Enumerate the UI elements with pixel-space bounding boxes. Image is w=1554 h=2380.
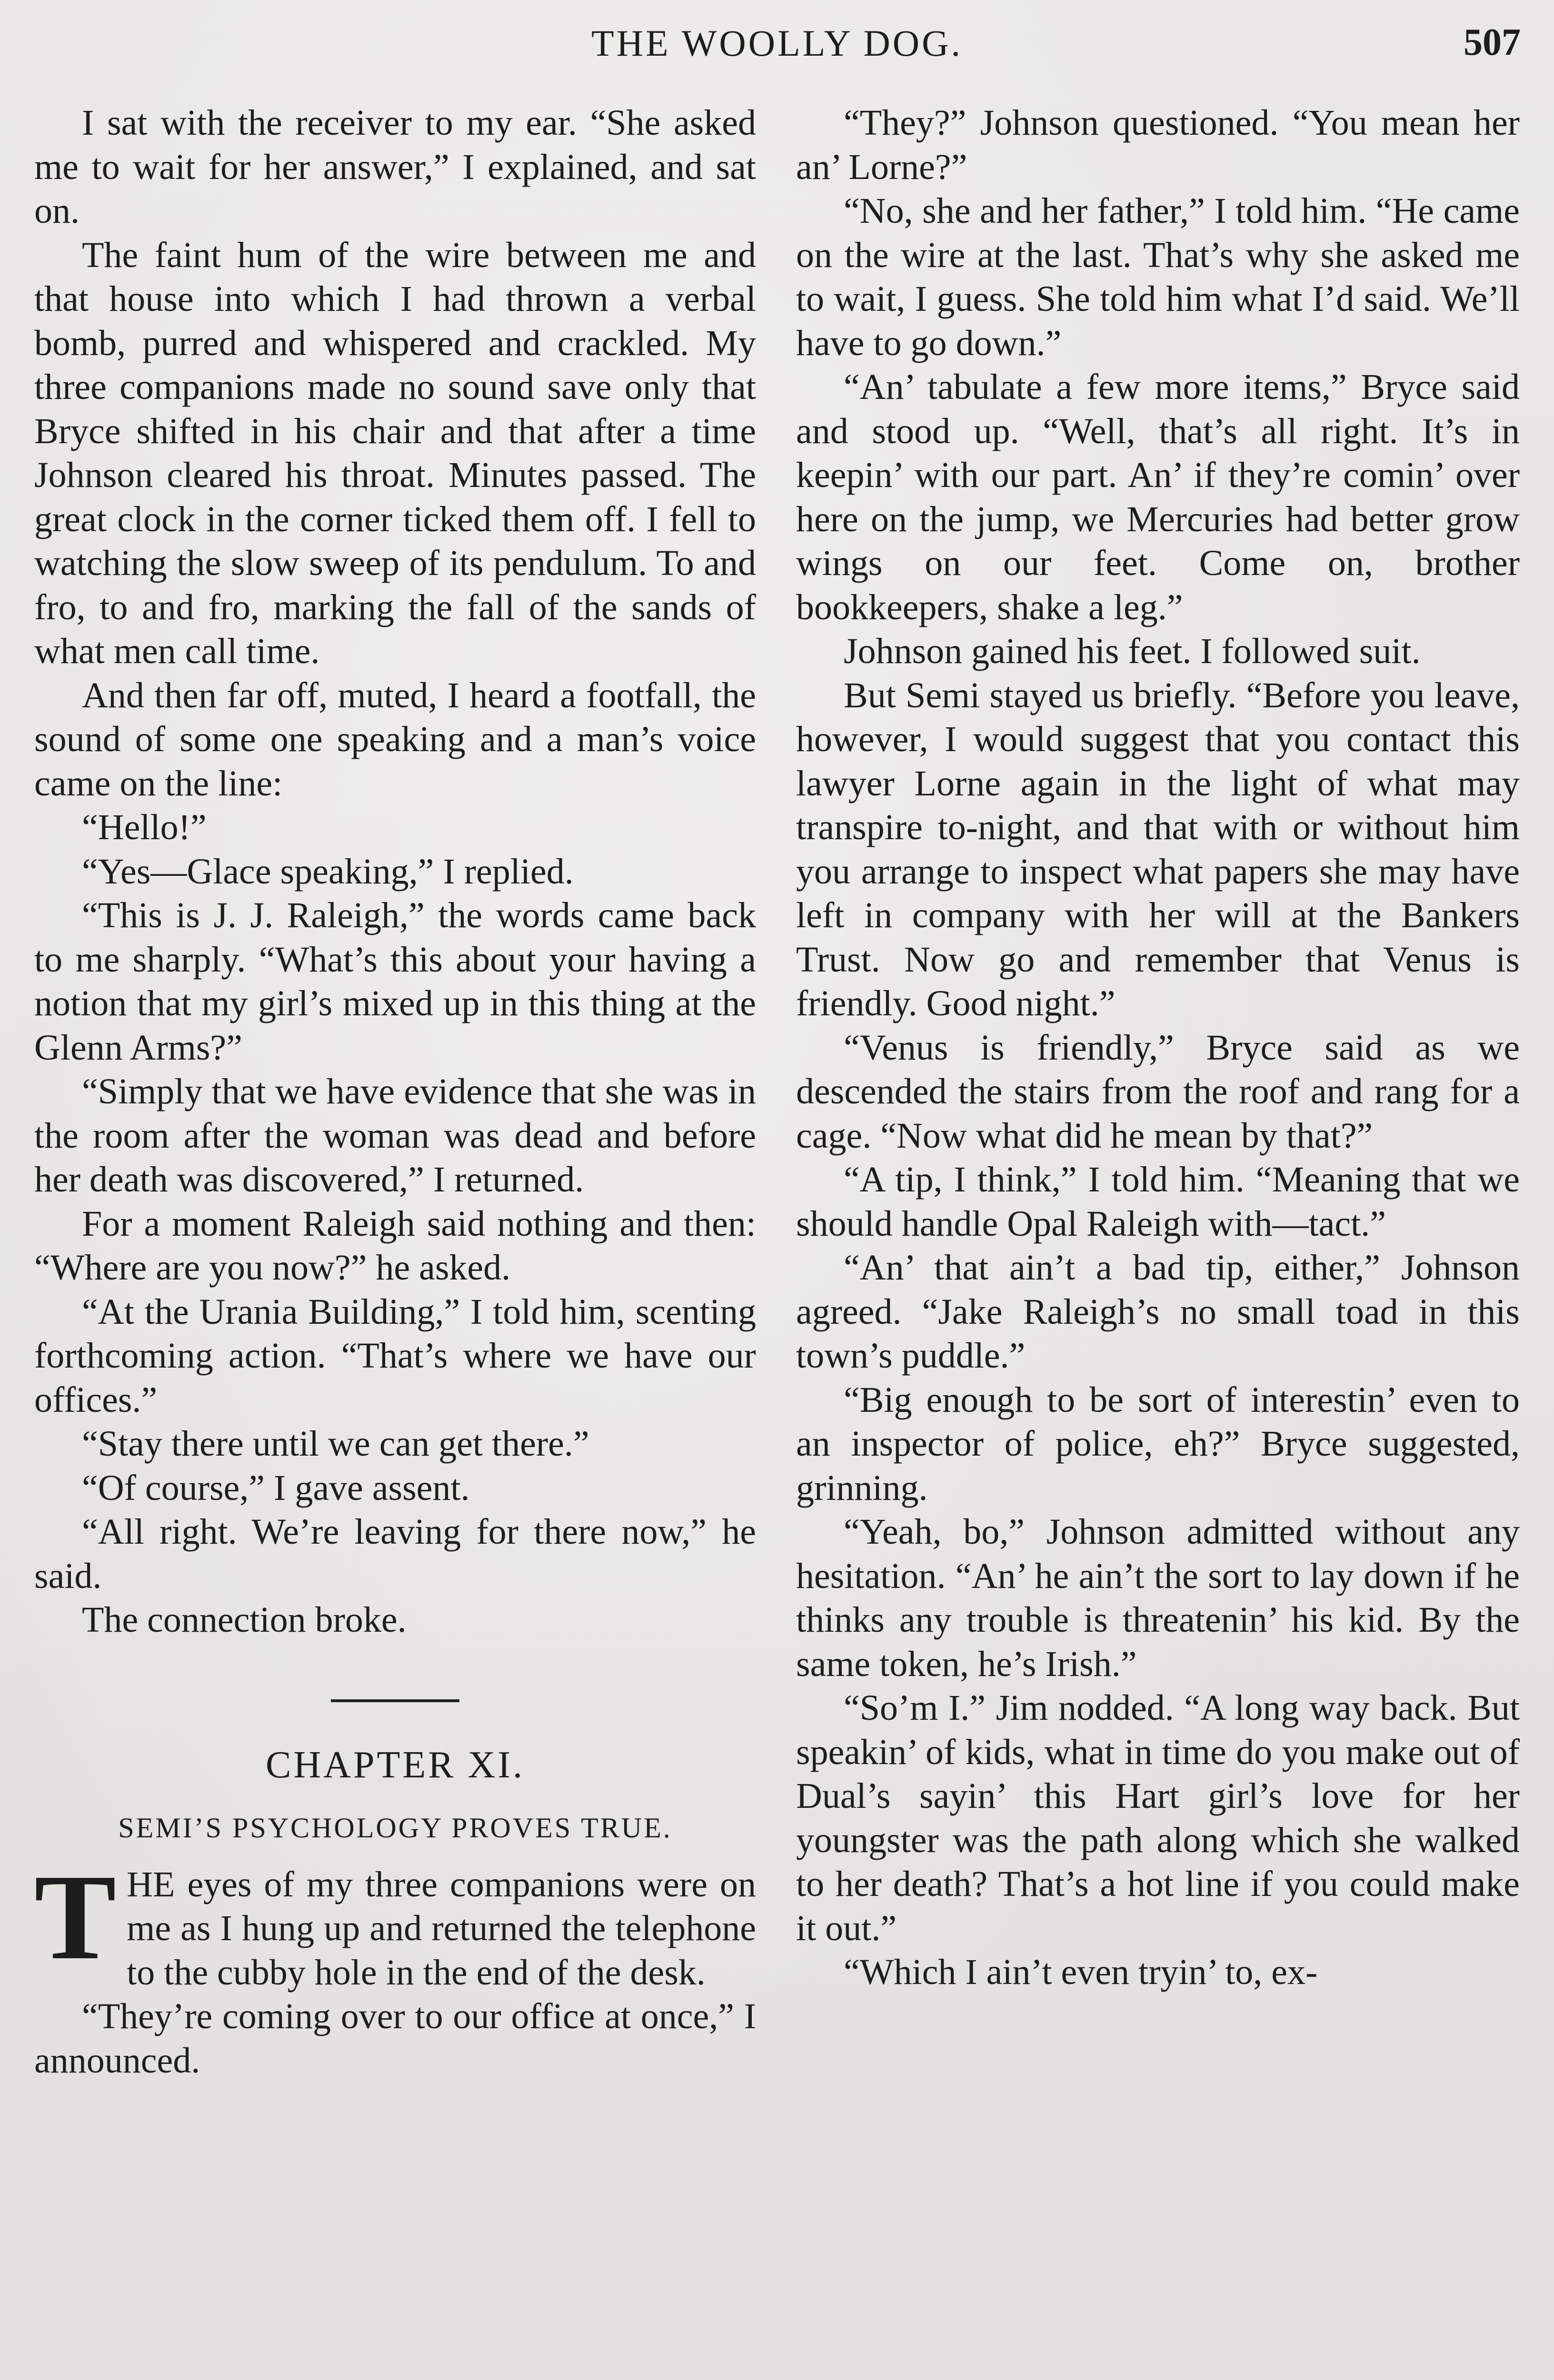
chapter-title: CHAPTER XI. xyxy=(266,1744,525,1786)
paragraph: For a moment Raleigh said nothing and then: “Where are you now?” he asked. xyxy=(34,1203,756,1288)
paragraph: “No, she and her father,” I told him. “He came on the wire at the last. That’s why she asked me to wait, I guess. She told him what I’d said. We’ll have to go down.” xyxy=(796,191,1520,363)
paragraph: “They’re coming over to our office at once,” I announced. xyxy=(34,1996,756,2081)
paragraph: “All right. We’re leaving for there now,” he said. xyxy=(34,1512,756,1596)
paragraph: “Simply that we have evidence that she was in the room after the woman was dead and before her death was discovered,” I returned. xyxy=(34,1071,756,1200)
paragraph: I sat with the receiver to my ear. “She asked me to wait for her answer,” I explained, and sat on. xyxy=(34,103,756,231)
paragraph: But Semi stayed us briefly. “Before you leave, however, I would suggest that you contact this lawyer Lorne again in the light of what may transpire to-night, and that with or without him you arrange to inspect what papers she may have left in company with her will at the Bankers Trust. Now go and remember that Venus is friendly. Good night.” xyxy=(796,675,1520,1023)
chapter-subtitle: SEMI’S PSYCHOLOGY PROVES TRUE. xyxy=(118,1812,672,1844)
right-column xyxy=(796,101,1520,2380)
paragraph: “Yeah, bo,” Johnson admitted without any hesitation. “An’ he ain’t the sort to lay down if he thinks any trouble is threatenin’ his kid. By the same token, he’s Irish.” xyxy=(796,1512,1520,1684)
paragraph: “Of course,” I gave assent. xyxy=(82,1468,470,1508)
section-divider xyxy=(331,1699,459,1702)
drop-cap: T xyxy=(34,1848,117,1985)
running-title: THE WOOLLY DOG. xyxy=(591,22,963,64)
paragraph: “An’ that ain’t a bad tip, either,” Johnson agreed. “Jake Raleigh’s no small toad in this town’s puddle.” xyxy=(796,1248,1520,1376)
paragraph: The connection broke. xyxy=(82,1600,407,1640)
paragraph: “At the Urania Building,” I told him, scenting forthcoming action. “That’s where we have our offices.” xyxy=(34,1291,756,1420)
page-header xyxy=(29,16,1525,73)
paragraph: “This is J. J. Raleigh,” the words came back to me sharply. “What’s this about your having a notion that my girl’s mixed up in this thing at the Glenn Arms?” xyxy=(34,895,756,1068)
paragraph: The faint hum of the wire between me and that house into which I had thrown a verbal bomb, purred and whispered and crackled. My three companions made no sound save only that Bryce shifted in his chair and that after a time Johnson cleared his throat. Minutes passed. The great clock in the corner ticked them off. I fell to watching the slow sweep of its pendulum. To and fro, to and fro, marking the fall of the sands of what men call time. xyxy=(34,235,756,671)
paragraph: And then far off, muted, I heard a footfall, the sound of some one speaking and a man’s voice came on the line: xyxy=(34,675,756,803)
page-number: 507 xyxy=(1464,21,1521,63)
paragraph: “Which I ain’t even tryin’ to, ex- xyxy=(844,1952,1318,1992)
paragraph: “Stay there until we can get there.” xyxy=(82,1424,589,1464)
paragraph: “So’m I.” Jim nodded. “A long way back. But speakin’ of kids, what in time do you make out of Dual’s sayin’ this Hart girl’s love for her youngster was the path along which she walked to her death? That’s a hot line if you could make it out.” xyxy=(796,1688,1520,1948)
chapter-opening-paragraph xyxy=(34,1848,756,1995)
left-column xyxy=(34,101,756,2380)
chapter-opening-text: HE eyes of my three companions were on me as I hung up and returned the telephone to the cubby hole in the end of the desk. xyxy=(127,1864,756,1993)
paragraph: “A tip, I think,” I told him. “Meaning that we should handle Opal Raleigh with—tact.” xyxy=(796,1160,1520,1244)
paragraph: “An’ tabulate a few more items,” Bryce said and stood up. “Well, that’s all right. It’s in keepin’ with our part. An’ if they’re comin’ over here on the jump, we Mercuries had better grow wings on our feet. Come on, brother bookkeepers, shake a leg.” xyxy=(796,367,1520,627)
paragraph: Johnson gained his feet. I followed suit. xyxy=(844,631,1421,671)
paragraph: “Big enough to be sort of interestin’ even to an inspector of police, eh?” Bryce suggested, grinning. xyxy=(796,1379,1520,1508)
paragraph: “Venus is friendly,” Bryce said as we descended the stairs from the roof and rang for a cage. “Now what did he mean by that?” xyxy=(796,1027,1520,1156)
paragraph: “Yes—Glace speaking,” I replied. xyxy=(82,851,574,892)
paragraph: “Hello!” xyxy=(82,807,207,847)
paragraph: “They?” Johnson questioned. “You mean her an’ Lorne?” xyxy=(796,103,1520,187)
